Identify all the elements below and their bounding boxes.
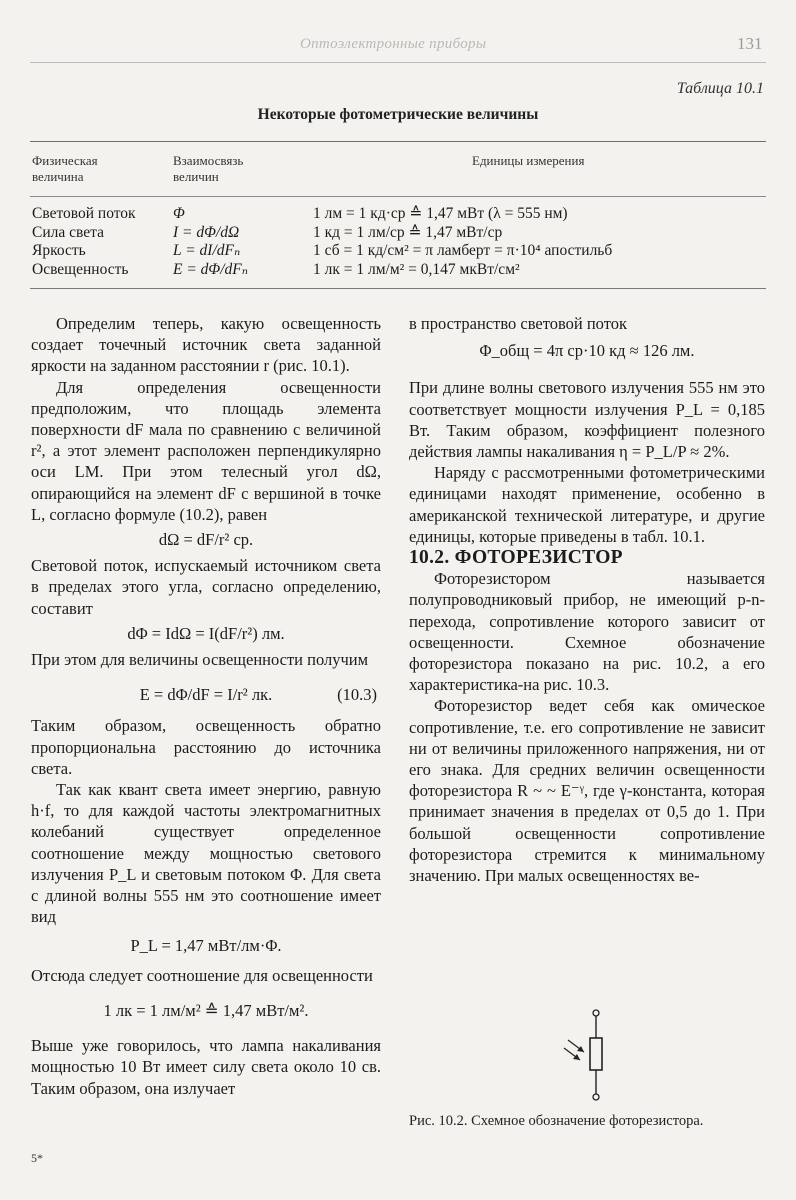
paragraph: Таким образом, освещенность обратно пропорциональна расстоянию до источника света. [31,716,381,778]
table-top-rule [30,141,766,142]
table-cell-quantity: Сила света [32,223,104,241]
header-rule [30,62,766,63]
table-header-relation: Взаимосвязь величин [173,153,244,184]
paragraph: в пространство световой поток [409,314,627,333]
right-text-column [409,313,765,886]
paragraph: При длине волны светового излучения 555 нм это соответствует мощности излучения P_L = 0,185 Вт. Таким образом, коэффициент полезного действия лампы накаливания η = P_L/P ≈ 2%. [409,378,765,462]
formula: Φ_общ = 4π ср·10 кд ≈ 126 лм. [479,341,695,361]
paragraph: Фоторезистор ведет себя как омическое сопротивление, т.е. его сопротивление не зависит ни от величины приложенного напряжения, ни от его знака. Для средних величин освещенности фоторезистора R ~ ~ E⁻ᵞ, где γ-константа, которая принимает значения в пределах от 0,5 до 1. При большой освещенности сопротивление фоторезистора стремится к минимальному значению. При малых освещенностях ве- [409,696,765,886]
paragraph: Определим теперь, какую освещенность создает точечный источник света заданной яркости на заданном расстоянии r (рис. 10.1). [31,314,381,376]
table-cell-units: 1 кд = 1 лм/ср ≙ 1,47 мВт/ср [313,223,503,241]
paragraph: Световой поток, испускаемый источником света в пределах этого угла, согласно определению, составит [31,556,381,618]
paragraph: Для определения освещенности предположим, что площадь элемента поверхности dF мала по сравнению с величиной r², а этот элемент расположен перпендикулярно оси LM. При этом телесный угол dΩ, опирающийся на элемент dF с вершиной в точке L, согласно формуле (10.2), равен [31,377,381,524]
formula: P_L = 1,47 мВт/лм·Φ. [130,936,282,956]
running-title: Оптоэлектронные приборы [300,36,487,52]
table-cell-relation: Φ [173,205,185,222]
table-cell-units: 1 сб = 1 кд/см² = π ламберт = π·10⁴ апостильб [313,242,613,259]
table-bottom-rule [30,288,766,289]
figure-caption: Рис. 10.2. Схемное обозначение фоторезистора. [409,1113,704,1129]
section-heading: 10.2. ФОТОРЕЗИСТОР [409,547,623,569]
page-number: 131 [737,34,763,53]
table-cell-quantity: Световой поток [32,205,136,222]
table-cell-quantity: Яркость [32,242,86,259]
equation-number: (10.3) [337,685,377,705]
table-cell-units: 1 лм = 1 кд·ср ≙ 1,47 мВт (λ = 555 нм) [313,205,568,222]
formula-text: E = dΦ/dF = I/r² лк. [139,685,273,705]
table-title: Некоторые фотометрические величины [257,106,539,123]
photoresistor-symbol-figure [560,1008,640,1104]
left-text-column [31,313,381,1099]
table-header-rule [30,196,766,197]
table-row [32,224,766,243]
table-header-units: Единицы измерения [472,153,585,168]
table-cell-relation: E = dΦ/dFₙ [173,260,249,278]
table-cell-quantity: Освещенность [32,260,129,278]
paragraph: Выше уже говорилось, что лампа накаливания мощностью 10 Вт имеет силу света около 10 св. Таким образом, она излучает [31,1036,381,1098]
table-cell-units: 1 лк = 1 лм/м² = 0,147 мкВт/см² [313,260,520,278]
paragraph: Наряду с рассмотренными фотометрическими единицами находят применение, особенно в американской технической литературе, и другие единицы, которые приведены в табл. 10.1. [409,463,765,546]
table-row [32,261,766,280]
paragraph: Так как квант света имеет энергию, равную h·f, то для каждой частоты электромагнитных колебаний существует определенное соотношение между мощностью светового излучения P_L и световым потоком Φ. Для света с длиной волны 555 нм это соотношение имеет вид [31,780,381,927]
table-cell-relation: L = dI/dFₙ [173,242,241,259]
formula: dΦ = IdΩ = I(dF/r²) лм. [127,623,285,643]
table-row [32,242,766,261]
formula: 1 лк = 1 лм/м² ≙ 1,47 мВт/м². [103,1000,309,1020]
paragraph: При этом для величины освещенности получим [31,650,369,670]
paragraph: Отсюда следует соотношение для освещенности [31,965,373,985]
formula: dΩ = dF/r² ср. [158,530,254,550]
paragraph: Фоторезистором называется полупроводниковый прибор, не имеющий p-n-перехода, сопротивление которого зависит от освещенности. Схемное обозначение фоторезистора показано на рис. 10.2, а его характеристика-на рис. 10.3. [409,569,765,695]
table-cell-relation: I = dΦ/dΩ [173,223,240,241]
formula-10-3 [31,684,381,705]
table-label: Таблица 10.1 [676,80,764,97]
table-row [32,205,766,224]
table-body [32,205,766,279]
table-header-quantity: Физическая величина [32,153,98,184]
signature-mark: 5* [31,1151,43,1165]
photoresistor-icon [560,1008,640,1104]
